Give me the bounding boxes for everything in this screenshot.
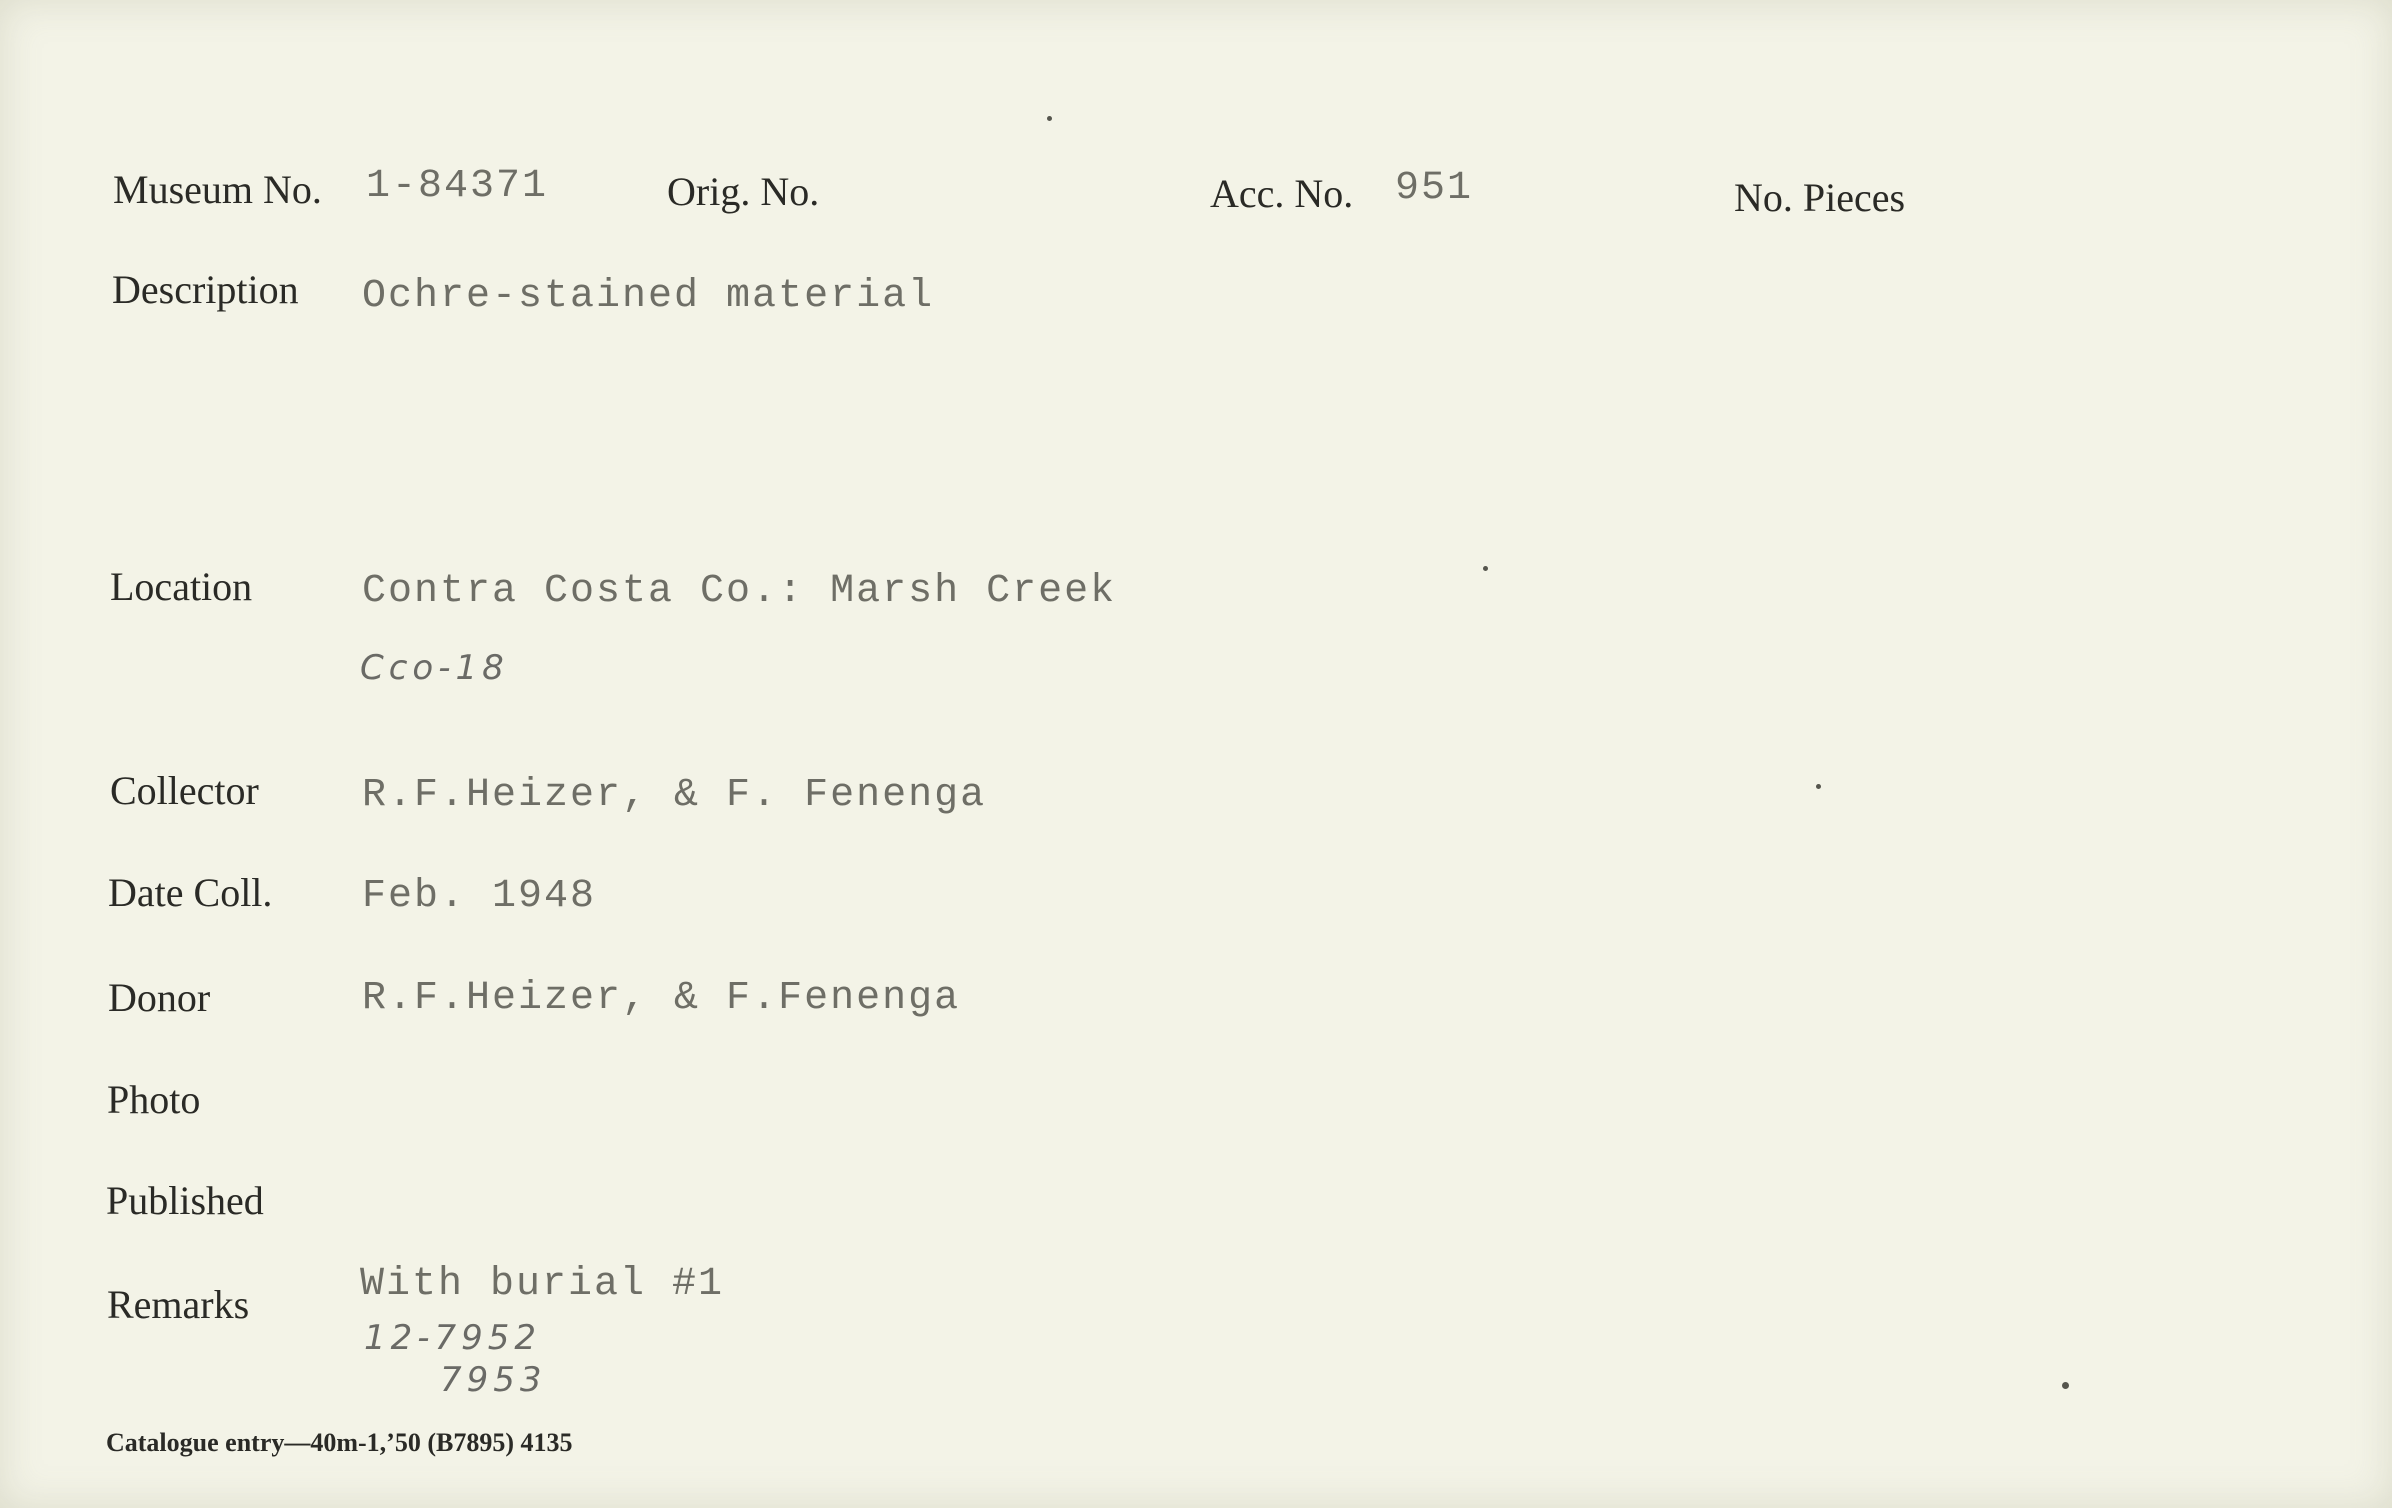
date-coll-value: Feb. 1948 (362, 874, 597, 919)
acc-no-value: 951 (1395, 166, 1474, 211)
acc-no-label: Acc. No. (1210, 171, 1354, 216)
museum-no-label: Museum No. (113, 167, 322, 212)
remarks-handwritten-2: 7953 (440, 1360, 547, 1400)
paper-speck (2062, 1382, 2069, 1389)
remarks-handwritten-1: 12-7952 (364, 1318, 542, 1358)
location-label: Location (110, 564, 253, 609)
photo-label: Photo (107, 1077, 201, 1122)
remarks-label: Remarks (107, 1282, 250, 1327)
orig-no-label: Orig. No. (667, 169, 820, 214)
date-coll-label: Date Coll. (108, 870, 273, 915)
description-value: Ochre-stained material (362, 274, 935, 319)
collector-label: Collector (110, 768, 259, 813)
museum-no-value: 1-84371 (366, 164, 549, 209)
published-label: Published (106, 1178, 264, 1223)
collector-value: R.F.Heizer, & F. Fenenga (362, 773, 987, 818)
catalogue-entry-footer: Catalogue entry—40m-1,’50 (B7895) 4135 (106, 1428, 573, 1457)
location-value: Contra Costa Co.: Marsh Creek (362, 569, 1117, 614)
donor-value: R.F.Heizer, & F.Fenenga (362, 976, 961, 1021)
paper-speck (1483, 566, 1488, 571)
paper-speck (1047, 116, 1052, 121)
donor-label: Donor (108, 975, 211, 1020)
remarks-value: With burial #1 (360, 1262, 725, 1307)
description-label: Description (112, 267, 299, 312)
location-handwritten-site: Cco-18 (360, 648, 509, 688)
paper-speck (1816, 784, 1821, 789)
no-pieces-label: No. Pieces (1734, 175, 1906, 220)
